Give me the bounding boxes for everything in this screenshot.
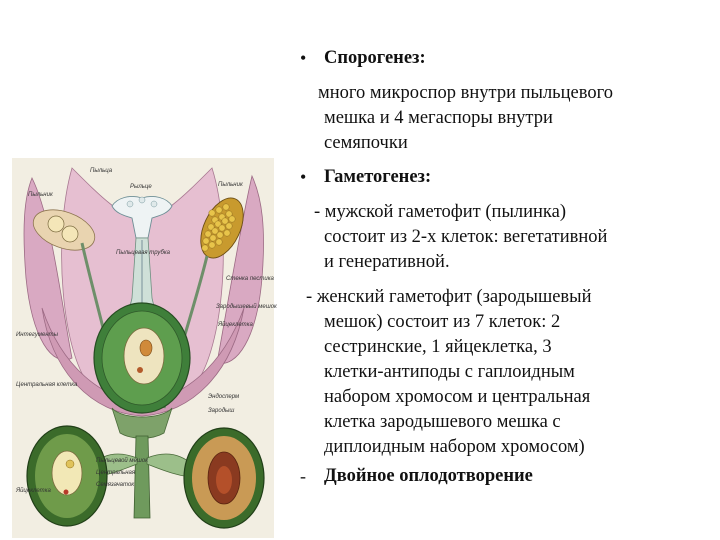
- slide-text: [286, 30, 706, 489]
- female-line-1: - женский гаметофит (зародышевый: [306, 287, 592, 307]
- label-central-cell: Центральная клетка: [16, 382, 78, 388]
- label-anther-left: Пыльник: [28, 192, 53, 198]
- female-line-4: клетки-антиподы с гаплоидным: [324, 362, 575, 382]
- label-central: Центральная: [96, 470, 136, 476]
- label-embryo: Зародыш: [208, 408, 235, 414]
- flower-fertilization-illustration: [12, 158, 277, 538]
- bullet-mark: •: [300, 48, 307, 68]
- male-line-3: и генеративной.: [324, 252, 450, 272]
- seed-right: [184, 428, 264, 528]
- label-anther-right: Пыльник: [218, 182, 243, 188]
- sporogenesis-text: [286, 81, 706, 106]
- female-line-6: клетка зародышевого мешка с: [324, 412, 561, 432]
- sporogenesis-line-3: семяпочки: [324, 133, 408, 153]
- label-pollen: Пыльца: [90, 168, 113, 174]
- bullet-sporogenesis: [286, 46, 706, 71]
- label-stigma: Рыльце: [130, 184, 152, 190]
- male-line-2: состоит из 2-х клеток: вегетативной: [324, 227, 608, 247]
- male-line-1: - мужской гаметофит (пылинка): [314, 202, 566, 222]
- female-gametophyte-text-continued: [286, 310, 706, 460]
- female-gametophyte-text: [286, 285, 706, 310]
- label-pollen-sac: Пыльцевой мешок: [96, 458, 149, 464]
- bullet-gametogenesis: [286, 165, 706, 190]
- label-endosperm: Эндосперм: [208, 394, 240, 400]
- sporogenesis-line-2: мешка и 4 мегаспоры внутри: [324, 108, 553, 128]
- label-egg-cell: Яйцеклетка: [218, 322, 253, 328]
- seed-left: [27, 426, 107, 526]
- bullet-double-fertilization: [286, 464, 706, 489]
- label-pollen-tube: Пыльцевая трубка: [116, 250, 171, 256]
- male-gametophyte-text-continued: [286, 225, 706, 275]
- label-integuments: Интегументы: [16, 332, 59, 338]
- label-ovule: Семязачаток: [96, 482, 135, 488]
- sporogenesis-line-1: много микроспор внутри пыльцевого: [318, 83, 613, 103]
- label-embryo-sac: Зародышевый мешок: [216, 304, 277, 310]
- bullet-mark: •: [300, 167, 307, 187]
- stem: [134, 436, 150, 518]
- female-line-7: диплоидным набором хромосом): [324, 437, 585, 457]
- sporogenesis-text-continued: [286, 106, 706, 156]
- flower-diagram: [12, 158, 274, 538]
- female-line-3: сестринские, 1 яйцеклетка, 3: [324, 337, 552, 357]
- gametogenesis-heading: Гаметогенез:: [324, 167, 432, 187]
- double-fertilization-heading: Двойное оплодотворение: [324, 466, 533, 486]
- male-gametophyte-text: [286, 200, 706, 225]
- ovary: [94, 303, 190, 413]
- female-line-2: мешок) состоит из 7 клеток: 2: [324, 312, 561, 332]
- label-egg-cell-bottom: Яйцеклетка: [16, 488, 51, 494]
- female-line-5: набором хромосом и центральная: [324, 387, 591, 407]
- label-pistil-wall: Стенка пестика: [226, 276, 274, 282]
- bullet-mark: -: [300, 466, 306, 486]
- sporogenesis-heading: Спорогенез:: [324, 48, 426, 68]
